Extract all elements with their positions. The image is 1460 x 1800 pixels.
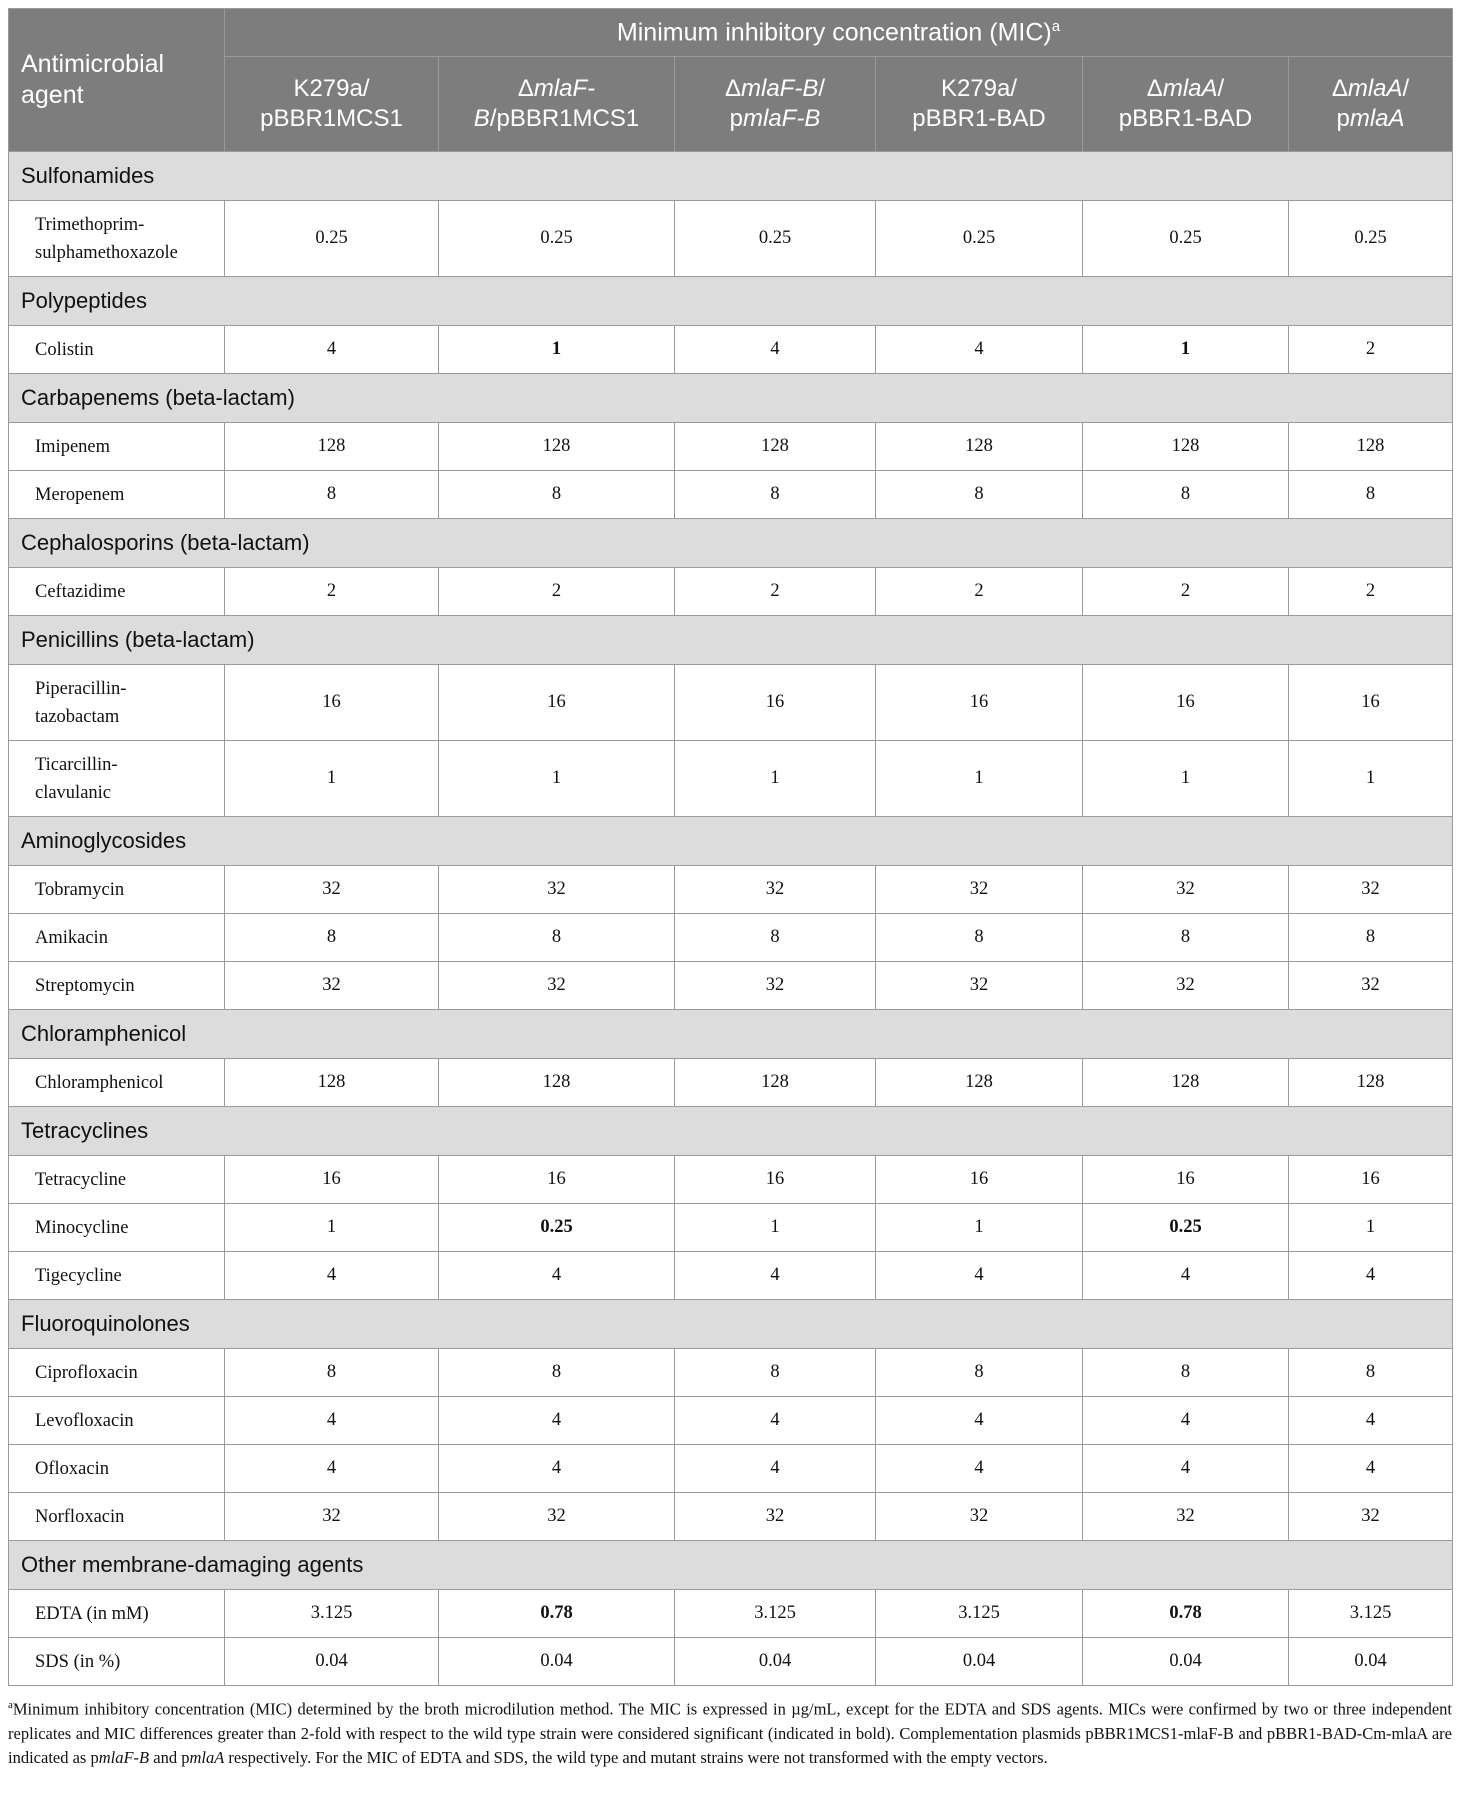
mic-value-cell: 0.25 [1289,201,1453,277]
column-header-mlaa-pbbr1-bad: ΔmlaA/ pBBR1-BAD [1083,57,1289,152]
mic-value-cell: 0.04 [675,1638,876,1686]
mic-value-cell: 4 [876,326,1083,374]
mic-value-cell: 32 [1289,866,1453,914]
agent-name: EDTA (in mM) [9,1590,225,1638]
mic-value-cell: 4 [876,1397,1083,1445]
mic-value-cell: 0.25 [1083,1204,1289,1252]
mic-value-cell: 128 [1289,423,1453,471]
mic-value-cell: 0.25 [1083,201,1289,277]
agent-name: Amikacin [9,914,225,962]
header-antimicrobial-agent: Antimicrobial agent [9,9,225,152]
mic-value-cell: 32 [439,1493,675,1541]
table-row [9,1493,1453,1541]
column-header-k279a-pbbr1-bad: K279a/ pBBR1-BAD [876,57,1083,152]
mic-value-cell: 32 [225,962,439,1010]
agent-name-line2: sulphamethoxazole [35,242,178,263]
mic-value-cell: 8 [225,1349,439,1397]
mic-value-cell: 1 [876,1204,1083,1252]
mic-value-cell: 16 [876,665,1083,741]
mic-value-cell: 32 [439,962,675,1010]
mic-value-cell: 0.25 [675,201,876,277]
mic-value-cell: 4 [675,1252,876,1300]
table-footnote: $^a$Minimum inhibitory concentration (MIC) determined by the broth microdilution method. The MIC is expressed in µg/mL, except for the EDTA and SDS agents. MICs were confirmed by two or three independent replicates and MIC differences greater than 2-fold with respect to the wild type strain were considered significant (indicated in bold). Complementation plasmids pBBR1MCS1-mlaF-B and pBBR1-BAD-Cm-mlaA are indicated as pmlaF-B and pmlaA respectively. For the MIC of EDTA and SDS, the wild type and mutant strains were not transformed with the empty vectors. [8,1699,1452,1767]
mic-value-cell: 4 [1289,1252,1453,1300]
mic-value-cell: 32 [225,1493,439,1541]
mic-value-cell: 32 [675,962,876,1010]
agent-name-line1: Trimethoprim- [35,214,145,235]
table-row [9,914,1453,962]
mic-value-cell: 4 [675,326,876,374]
column-header-mlaf-b-pmlaf-b: ΔmlaF-B/ pmlaF-B [675,57,876,152]
category-label: Other membrane-damaging agents [9,1541,1453,1590]
mic-value-cell: 8 [1289,471,1453,519]
header-mic: Minimum inhibitory concentration (MIC)$^a$ [225,9,1453,57]
mic-value-cell: 128 [1289,1059,1453,1107]
agent-name: Tetracycline [9,1156,225,1204]
mic-value-cell: 4 [1289,1397,1453,1445]
agent-name-line2: clavulanic [35,782,112,803]
mic-value-cell: 8 [1289,914,1453,962]
category-row [9,152,1453,201]
mic-value-cell: 4 [439,1445,675,1493]
agent-name-line2: tazobactam [35,706,120,727]
agent-name: Chloramphenicol [9,1059,225,1107]
agent-name-line1: Piperacillin- [35,678,127,699]
mic-value-cell: 32 [1083,866,1289,914]
mic-value-cell: 16 [876,1156,1083,1204]
agent-name: Colistin [9,326,225,374]
mic-value-cell: 8 [439,471,675,519]
mic-value-cell: 3.125 [225,1590,439,1638]
mic-value-cell: 16 [675,1156,876,1204]
category-label: Chloramphenicol [9,1010,1453,1059]
mic-table-container [8,8,1452,1770]
agent-name: Tobramycin [9,866,225,914]
mic-value-cell: 128 [675,423,876,471]
category-label: Fluoroquinolones [9,1300,1453,1349]
mic-value-cell: 32 [675,866,876,914]
mic-value-cell: 1 [439,741,675,817]
mic-value-cell: 1 [675,741,876,817]
mic-value-cell: 8 [876,914,1083,962]
mic-value-cell: 32 [876,866,1083,914]
mic-value-cell: 4 [675,1397,876,1445]
mic-value-cell: 8 [225,471,439,519]
table-row [9,423,1453,471]
category-row [9,616,1453,665]
agent-name: Ofloxacin [9,1445,225,1493]
agent-name: Ciprofloxacin [9,1349,225,1397]
mic-value-cell: 8 [1083,1349,1289,1397]
category-label: Sulfonamides [9,152,1453,201]
mic-value-cell: 128 [439,1059,675,1107]
mic-value-cell: 16 [1289,665,1453,741]
table-row [9,1156,1453,1204]
agent-name: Meropenem [9,471,225,519]
mic-value-cell: 0.78 [439,1590,675,1638]
table-row [9,1397,1453,1445]
table-row [9,1349,1453,1397]
mic-value-cell: 128 [1083,1059,1289,1107]
category-label: Tetracyclines [9,1107,1453,1156]
mic-value-cell: 16 [439,665,675,741]
category-row [9,1300,1453,1349]
category-label: Penicillins (beta-lactam) [9,616,1453,665]
column-header-mlaf-b-pbbr1mcs1: ΔmlaF- B/pBBR1MCS1 [439,57,675,152]
category-label: Carbapenems (beta-lactam) [9,374,1453,423]
mic-value-cell: 16 [1083,1156,1289,1204]
mic-value-cell: 4 [225,1397,439,1445]
mic-value-cell: 0.25 [225,201,439,277]
category-row [9,1541,1453,1590]
mic-value-cell: 8 [1083,914,1289,962]
mic-value-cell: 4 [439,1397,675,1445]
mic-value-cell: 128 [439,423,675,471]
table-row [9,1252,1453,1300]
mic-value-cell: 1 [1289,741,1453,817]
mic-value-cell: 2 [1289,568,1453,616]
table-row [9,201,1453,277]
table-row [9,1638,1453,1686]
mic-value-cell: 0.25 [876,201,1083,277]
mic-value-cell: 2 [439,568,675,616]
mic-value-cell: 32 [225,866,439,914]
agent-name: SDS (in %) [9,1638,225,1686]
mic-value-cell: 3.125 [675,1590,876,1638]
mic-value-cell: 128 [876,423,1083,471]
mic-value-cell: 32 [1289,962,1453,1010]
agent-name: Norfloxacin [9,1493,225,1541]
table-row [9,1204,1453,1252]
mic-value-cell: 1 [1083,741,1289,817]
mic-value-cell: 0.25 [439,201,675,277]
mic-value-cell: 1 [1289,1204,1453,1252]
mic-value-cell: 3.125 [1289,1590,1453,1638]
mic-value-cell: 8 [1083,471,1289,519]
mic-value-cell: 4 [1083,1397,1289,1445]
mic-value-cell: 16 [675,665,876,741]
mic-value-cell: 8 [225,914,439,962]
mic-value-cell: 16 [225,665,439,741]
mic-value-cell: 3.125 [876,1590,1083,1638]
mic-value-cell: 4 [1289,1445,1453,1493]
category-row [9,1010,1453,1059]
mic-value-cell: 2 [1083,568,1289,616]
category-label: Polypeptides [9,277,1453,326]
category-label: Cephalosporins (beta-lactam) [9,519,1453,568]
table-row [9,326,1453,374]
mic-value-cell: 4 [1083,1252,1289,1300]
mic-value-cell: 2 [675,568,876,616]
mic-value-cell: 1 [225,741,439,817]
mic-value-cell: 16 [225,1156,439,1204]
table-row [9,471,1453,519]
mic-value-cell: 16 [439,1156,675,1204]
mic-value-cell: 4 [876,1445,1083,1493]
category-row [9,1107,1453,1156]
mic-value-cell: 4 [225,1252,439,1300]
mic-value-cell: 16 [1289,1156,1453,1204]
mic-value-cell: 2 [225,568,439,616]
mic-value-cell: 32 [1083,962,1289,1010]
mic-value-cell: 32 [675,1493,876,1541]
mic-value-cell: 8 [439,914,675,962]
mic-value-cell: 4 [225,326,439,374]
mic-value-cell: 128 [876,1059,1083,1107]
mic-value-cell: 8 [876,471,1083,519]
mic-value-cell: 2 [1289,326,1453,374]
mic-value-cell: 0.04 [1289,1638,1453,1686]
mic-value-cell: 8 [675,914,876,962]
mic-value-cell: 4 [439,1252,675,1300]
mic-value-cell: 4 [675,1445,876,1493]
mic-value-cell: 128 [1083,423,1289,471]
mic-value-cell: 32 [876,962,1083,1010]
mic-value-cell: 32 [1083,1493,1289,1541]
category-row [9,374,1453,423]
mic-value-cell: 1 [1083,326,1289,374]
mic-value-cell: 0.04 [439,1638,675,1686]
mic-table [8,8,1453,1686]
mic-value-cell: 0.78 [1083,1590,1289,1638]
mic-value-cell: 8 [675,471,876,519]
agent-name [9,741,225,817]
agent-name: Tigecycline [9,1252,225,1300]
mic-value-cell: 8 [439,1349,675,1397]
category-row [9,817,1453,866]
mic-value-cell: 128 [225,1059,439,1107]
mic-value-cell: 0.04 [876,1638,1083,1686]
agent-name [9,665,225,741]
mic-value-cell: 128 [225,423,439,471]
mic-value-cell: 16 [1083,665,1289,741]
mic-value-cell: 0.04 [225,1638,439,1686]
mic-value-cell: 8 [876,1349,1083,1397]
mic-value-cell: 128 [675,1059,876,1107]
mic-value-cell: 0.25 [439,1204,675,1252]
table-row [9,866,1453,914]
table-body [9,152,1453,1686]
mic-value-cell: 32 [439,866,675,914]
mic-value-cell: 1 [439,326,675,374]
table-row [9,962,1453,1010]
column-header-k279a-pbbr1mcs1: K279a/ pBBR1MCS1 [225,57,439,152]
column-header-mlaa-pmlaa: ΔmlaA/ pmlaA [1289,57,1453,152]
agent-name [9,201,225,277]
mic-value-cell: 1 [225,1204,439,1252]
category-row [9,519,1453,568]
agent-name: Ceftazidime [9,568,225,616]
mic-value-cell: 32 [876,1493,1083,1541]
mic-value-cell: 2 [876,568,1083,616]
table-row [9,1445,1453,1493]
agent-name: Streptomycin [9,962,225,1010]
mic-value-cell: 1 [876,741,1083,817]
agent-name: Imipenem [9,423,225,471]
table-row [9,665,1453,741]
category-row [9,277,1453,326]
table-row [9,568,1453,616]
table-row [9,1590,1453,1638]
mic-value-cell: 8 [675,1349,876,1397]
table-header [9,9,1453,152]
mic-value-cell: 32 [1289,1493,1453,1541]
mic-value-cell: 4 [225,1445,439,1493]
agent-name: Minocycline [9,1204,225,1252]
category-label: Aminoglycosides [9,817,1453,866]
table-row [9,1059,1453,1107]
agent-name-line1: Ticarcillin- [35,754,118,775]
mic-value-cell: 8 [1289,1349,1453,1397]
agent-name: Levofloxacin [9,1397,225,1445]
mic-value-cell: 1 [675,1204,876,1252]
mic-value-cell: 4 [1083,1445,1289,1493]
table-row [9,741,1453,817]
mic-value-cell: 0.04 [1083,1638,1289,1686]
mic-value-cell: 4 [876,1252,1083,1300]
